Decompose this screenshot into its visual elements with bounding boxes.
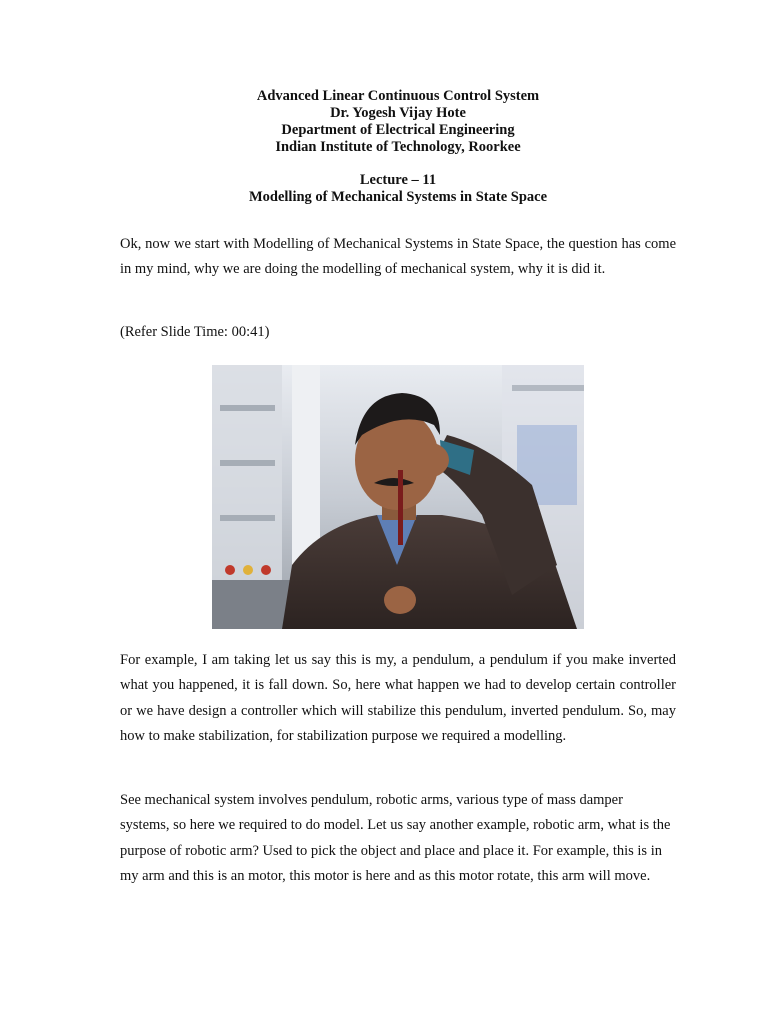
course-title: Advanced Linear Continuous Control System xyxy=(256,88,540,104)
paragraph-robotic-arm: See mechanical system involves pendulum, robotic arms, various type of mass damper systems, so here we required to do model. Let us say another example, robotic arm, what is the purpose of robotic arm? Used to pick the object and place and place it. For example, this is in my arm and this is an motor, this motor is here and as this motor rotate, this arm will move. xyxy=(120,792,671,885)
instructor-name: Dr. Yogesh Vijay Hote xyxy=(330,105,466,121)
document-header xyxy=(120,88,676,206)
slide-time-reference: (Refer Slide Time: 00:41) xyxy=(120,324,270,340)
lecture-video-frame xyxy=(212,365,584,629)
institute-name: Indian Institute of Technology, Roorkee xyxy=(275,139,521,155)
lecture-topic: Modelling of Mechanical Systems in State Space xyxy=(248,189,548,205)
paragraph-pendulum-example: For example, I am taking let us say this is my, a pendulum, a pendulum if you make inverted what you happened, it is fall down. So, here what happen we had to develop certain controller or we have design a controller which will stabilize this pendulum, inverted pendulum. So, may how to make stabilization, for stabilization purpose we required a modelling. xyxy=(120,652,676,745)
lecture-number: Lecture – 11 xyxy=(359,172,437,188)
lecturer-photo xyxy=(212,365,584,629)
department-name: Department of Electrical Engineering xyxy=(281,122,515,138)
paragraph-intro: Ok, now we start with Modelling of Mechanical Systems in State Space, the question has come in my mind, why we are doing the modelling of mechanical system, why it is did it. xyxy=(120,236,676,278)
